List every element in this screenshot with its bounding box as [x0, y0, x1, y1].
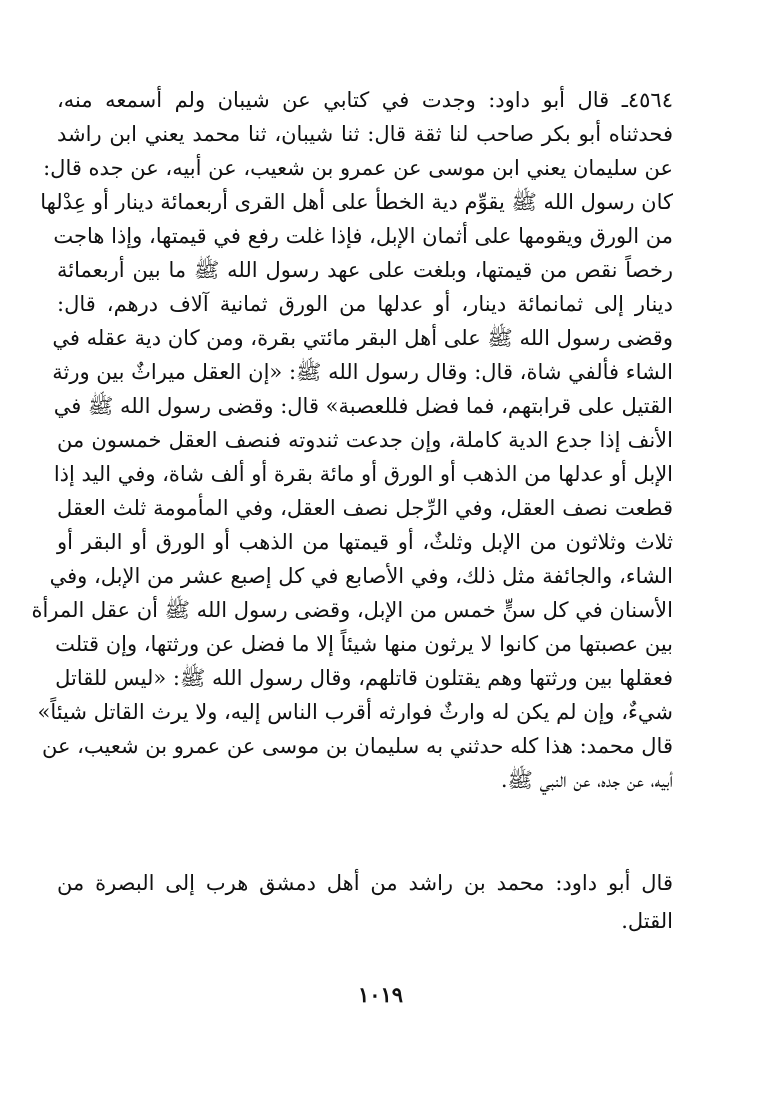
text-line: الإبل أو عدلها من الذهب أو الورق أو مائة بقرة أو ألف شاة، وفي اليد إذا — [53, 462, 673, 486]
text-line: فعقلها بين ورثتها وهم يقتلون قاتلهم، وقال رسول الله ﷺ: «ليس للقاتل — [55, 666, 673, 690]
text-line: وقضى رسول الله ﷺ على أهل البقر مائتي بقرة، ومن كان دية عقله في — [52, 326, 673, 350]
text-line: شيءٌ، وإن لم يكن له وارثٌ فوارثه أقرب الناس إليه، ولا يرث القاتل شيئاً» — [37, 700, 673, 724]
text-line: الشاء، والجائفة مثل ذلك، وفي الأصابع في كل إصبع عشر من الإبل، وفي — [49, 564, 673, 588]
text-line: الأسنان في كل سنٍّ خمس من الإبل، وقضى رسول الله ﷺ أن عقل المرأة — [31, 598, 673, 622]
text-line: قطعت نصف العقل، وفي الرِّجل نصف العقل، وفي المأمومة ثلث العقل — [57, 496, 673, 520]
text-line: أبيه، عن جده، عن النبي ﷺ. — [500, 768, 673, 792]
text-line: ثلاث وثلاثون من الإبل وثلثٌ، أو قيمتها من الذهب أو الورق أو البقر أو — [57, 530, 673, 554]
page-number: ١٠١٩ — [357, 982, 404, 1007]
text-line: قال محمد: هذا كله حدثني به سليمان بن موسى عن عمرو بن شعيب، عن — [41, 734, 673, 758]
text-line: من الورق ويقومها على أثمان الإبل، فإذا غلت رفع في قيمتها، وإذا هاجت — [53, 224, 673, 248]
text-line: فحدثناه أبو بكر صاحب لنا ثقة قال: ثنا شيبان، ثنا محمد يعني ابن راشد — [57, 122, 673, 146]
text-line: ٤٥٦٤ـ قال أبو داود: وجدت في كتابي عن شيبان ولم أسمعه منه، — [57, 88, 673, 112]
text-line: رخصاً نقص من قيمتها، وبلغت على عهد رسول الله ﷺ ما بين أربعمائة — [57, 258, 673, 282]
text-line: الأنف إذا جدع الدية كاملة، وإن جدعت ثندوته فنصف العقل خمسون من — [57, 428, 673, 452]
text-line: الشاء فألفي شاة، قال: وقال رسول الله ﷺ: «إن العقل ميراثٌ بين ورثة — [52, 360, 673, 384]
text-line: عن سليمان يعني ابن موسى عن عمرو بن شعيب، عن أبيه، عن جده قال: — [43, 156, 673, 180]
text-line: القتل. — [621, 909, 673, 933]
text-line: القتيل على قرابتهم، فما فضل فللعصبة» قال: وقضى رسول الله ﷺ في — [53, 394, 673, 418]
text-line: بين عصبتها من كانوا لا يرثون منها شيئاً إلا ما فضل عن ورثتها، وإن قتلت — [55, 632, 673, 656]
text-line: كان رسول الله ﷺ يقوِّم دية الخطأ على أهل القرى أربعمائة دينار أو عِدْلها — [40, 190, 673, 214]
text-line: دينار إلى ثمانمائة دينار، أو عدلها من الورق ثمانية آلاف درهم، قال: — [57, 292, 673, 316]
text-line: قال أبو داود: محمد بن راشد من أهل دمشق هرب إلى البصرة من — [57, 871, 673, 895]
